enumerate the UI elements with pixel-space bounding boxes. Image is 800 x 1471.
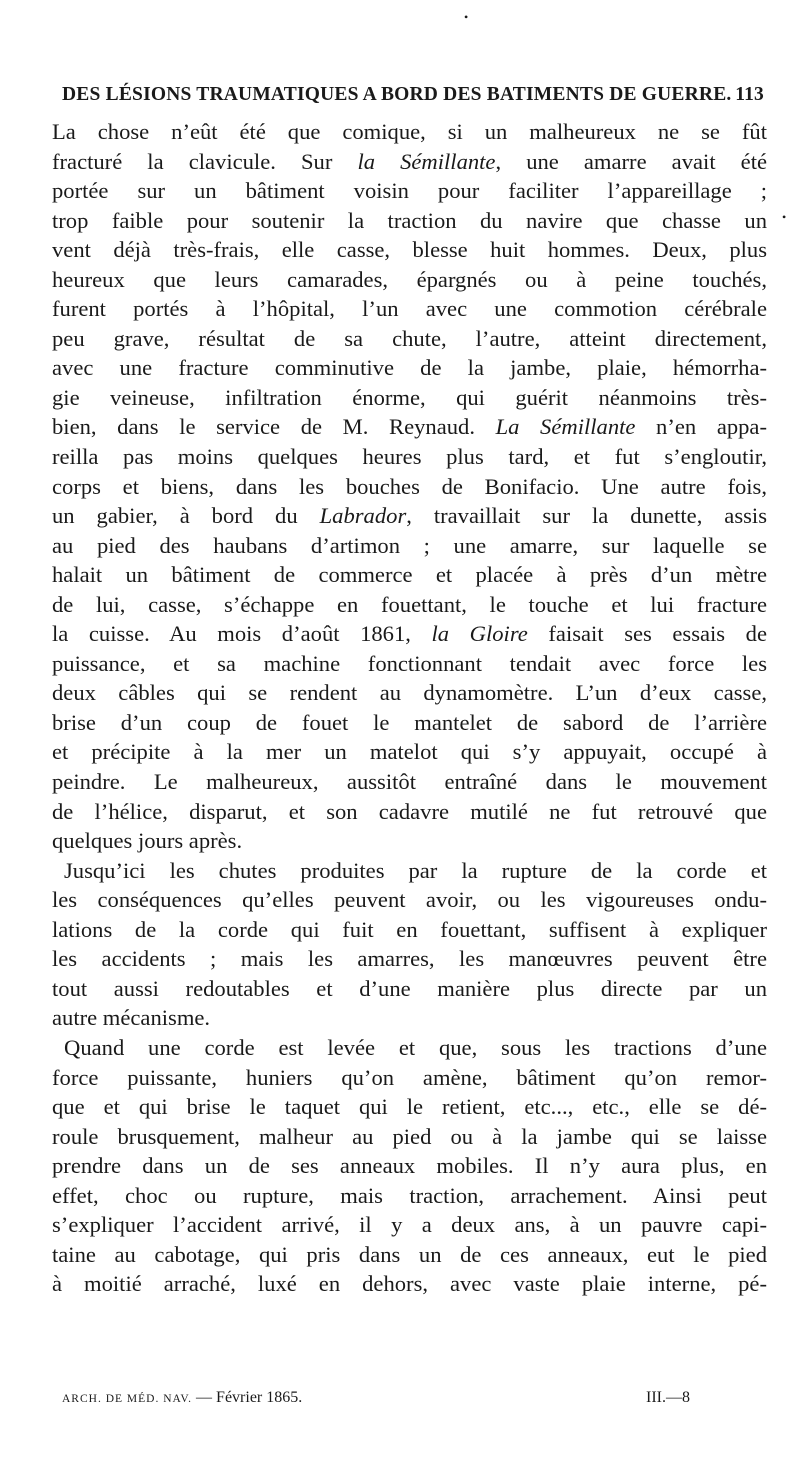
- text-run: , travaillait sur la dunette, assis: [406, 503, 767, 529]
- text-line: [52, 1210, 767, 1240]
- text-run: furent portés à l’hôpital, l’un avec une commotion cérébrale: [52, 296, 767, 322]
- text-line: [52, 1063, 767, 1093]
- text-line: [52, 294, 767, 324]
- ship-name: la Gloire: [431, 621, 528, 647]
- text-line: [52, 678, 767, 708]
- text-line: [52, 353, 767, 383]
- text-line: [52, 472, 767, 502]
- text-line: [52, 737, 767, 767]
- ship-name: la Sémillante: [357, 148, 496, 174]
- text-run: autre mécanisme.: [52, 1005, 211, 1031]
- text-line: [52, 1240, 767, 1270]
- ship-name: La Sémillante: [495, 414, 636, 440]
- text-run: faisait ses essais de: [527, 621, 767, 647]
- text-line: [52, 885, 767, 915]
- text-line: [52, 1033, 767, 1063]
- text-run: trop faible pour soutenir la traction du navire que chasse un: [52, 207, 767, 233]
- text-run: Quand une corde est levée et que, sous les tractions d’une: [64, 1034, 767, 1060]
- text-run: la cuisse. Au mois d’août 1861,: [52, 621, 432, 647]
- text-line: [52, 235, 767, 265]
- text-run: s’expliquer l’accident arrivé, il y a deux ans, à un pauvre capi-: [52, 1212, 767, 1238]
- ship-name: Labrador: [319, 503, 407, 529]
- text-run: que et qui brise le taquet qui le retient, etc..., etc., elle se dé-: [52, 1094, 767, 1120]
- text-run: reilla pas moins quelques heures plus tard, et fut s’engloutir,: [52, 444, 767, 470]
- text-line: [52, 944, 767, 974]
- page-footer: [62, 1389, 690, 1415]
- text-run: puissance, et sa machine fonctionnant tendait avec force les: [52, 650, 767, 676]
- text-run: bien, dans le service de M. Reynaud.: [52, 414, 496, 440]
- text-line: [52, 324, 767, 354]
- text-run: portée sur un bâtiment voisin pour faciliter l’appareillage ;: [52, 178, 767, 204]
- text-line: [52, 1003, 767, 1033]
- text-line: [52, 856, 767, 886]
- text-line: [52, 1181, 767, 1211]
- text-run: gie veineuse, infiltration énorme, qui guérit néanmoins très-: [52, 384, 767, 410]
- text-line: [52, 1122, 767, 1152]
- text-run: peu grave, résultat de sa chute, l’autre, atteint directement,: [52, 325, 767, 351]
- running-header: [62, 84, 764, 114]
- journal-abbreviation: ARCH. DE MÉD. NAV.: [62, 1393, 193, 1405]
- text-run: avec une fracture comminutive de la jambe, plaie, hémorrha-: [52, 355, 767, 381]
- footer-citation: [62, 1389, 302, 1407]
- text-run: les accidents ; mais les amarres, les manœuvres peuvent être: [52, 946, 767, 972]
- text-run: tout aussi redoutables et d’une manière plus directe par un: [52, 975, 767, 1001]
- issue-date: — Février 1865.: [196, 1389, 303, 1406]
- text-line: [52, 176, 767, 206]
- text-line: [52, 619, 767, 649]
- text-run: de l’hélice, disparut, et son cadavre mutilé ne fut retrouvé que: [52, 798, 767, 824]
- text-run: roule brusquement, malheur au pied ou à la jambe qui se laisse: [52, 1123, 767, 1149]
- text-run: peindre. Le malheureux, aussitôt entraîné dans le mouvement: [52, 769, 767, 795]
- ink-mark: •: [464, 10, 469, 24]
- text-line: [52, 590, 767, 620]
- page-number: 113: [735, 84, 764, 105]
- text-run: taine au cabotage, qui pris dans un de ces anneaux, eut le pied: [52, 1241, 767, 1267]
- text-line: [52, 206, 767, 236]
- text-line: [52, 442, 767, 472]
- text-run: effet, choc ou rupture, mais traction, arrachement. Ainsi peut: [52, 1182, 767, 1208]
- text-run: force puissante, huniers qu’on amène, bâtiment qu’on remor-: [52, 1064, 767, 1090]
- text-run: au pied des haubans d’artimon ; une amarre, sur laquelle se: [52, 532, 767, 558]
- text-run: les conséquences qu’elles peuvent avoir, ou les vigoureuses ondu-: [52, 887, 767, 913]
- text-run: halait un bâtiment de commerce et placée à près d’un mètre: [52, 562, 767, 588]
- text-run: quelques jours après.: [52, 828, 243, 854]
- text-line: [52, 767, 767, 797]
- text-line: [52, 1269, 767, 1299]
- text-run: n’en appa-: [635, 414, 767, 440]
- body-text: [52, 117, 767, 1299]
- text-run: et précipite à la mer un matelot qui s’y appuyait, occupé à: [52, 739, 767, 765]
- ink-mark: •: [782, 210, 787, 224]
- text-run: corps et biens, dans les bouches de Bonifacio. Une autre fois,: [52, 473, 767, 499]
- text-line: [52, 560, 767, 590]
- text-line: [52, 974, 767, 1004]
- text-run: lations de la corde qui fuit en fouettant, suffisent à expliquer: [52, 916, 767, 942]
- text-run: de lui, casse, s’échappe en fouettant, le touche et lui fracture: [52, 591, 767, 617]
- text-run: heureux que leurs camarades, épargnés ou à peine touchés,: [52, 266, 767, 292]
- text-line: [52, 265, 767, 295]
- text-run: Jusqu’ici les chutes produites par la rupture de la corde et: [64, 857, 767, 883]
- text-line: [52, 531, 767, 561]
- text-line: [52, 649, 767, 679]
- text-run: à moitié arraché, luxé en dehors, avec vaste plaie interne, pé-: [52, 1271, 767, 1297]
- text-line: [52, 826, 767, 856]
- text-line: [52, 117, 767, 147]
- text-run: , une amarre avait été: [495, 148, 768, 174]
- text-line: [52, 412, 767, 442]
- text-run: un gabier, à bord du: [52, 503, 320, 529]
- text-line: [52, 1151, 767, 1181]
- text-line: [52, 797, 767, 827]
- text-line: [52, 1092, 767, 1122]
- text-line: [52, 501, 767, 531]
- running-title: DES LÉSIONS TRAUMATIQUES A BORD DES BATIMENTS DE GUERRE.: [62, 84, 732, 105]
- text-line: [52, 708, 767, 738]
- text-line: [52, 383, 767, 413]
- text-line: [52, 147, 767, 177]
- text-line: [52, 915, 767, 945]
- text-run: fracturé la clavicule. Sur: [52, 148, 358, 174]
- signature-mark: III.—8: [646, 1389, 690, 1406]
- text-run: prendre dans un de ses anneaux mobiles. Il n’y aura plus, en: [52, 1153, 767, 1179]
- text-run: deux câbles qui se rendent au dynamomètre. L’un d’eux casse,: [52, 680, 767, 706]
- text-run: La chose n’eût été que comique, si un malheureux ne se fût: [52, 119, 767, 144]
- text-run: vent déjà très-frais, elle casse, blesse huit hommes. Deux, plus: [52, 237, 767, 263]
- text-run: brise d’un coup de fouet le mantelet de sabord de l’arrière: [52, 709, 767, 735]
